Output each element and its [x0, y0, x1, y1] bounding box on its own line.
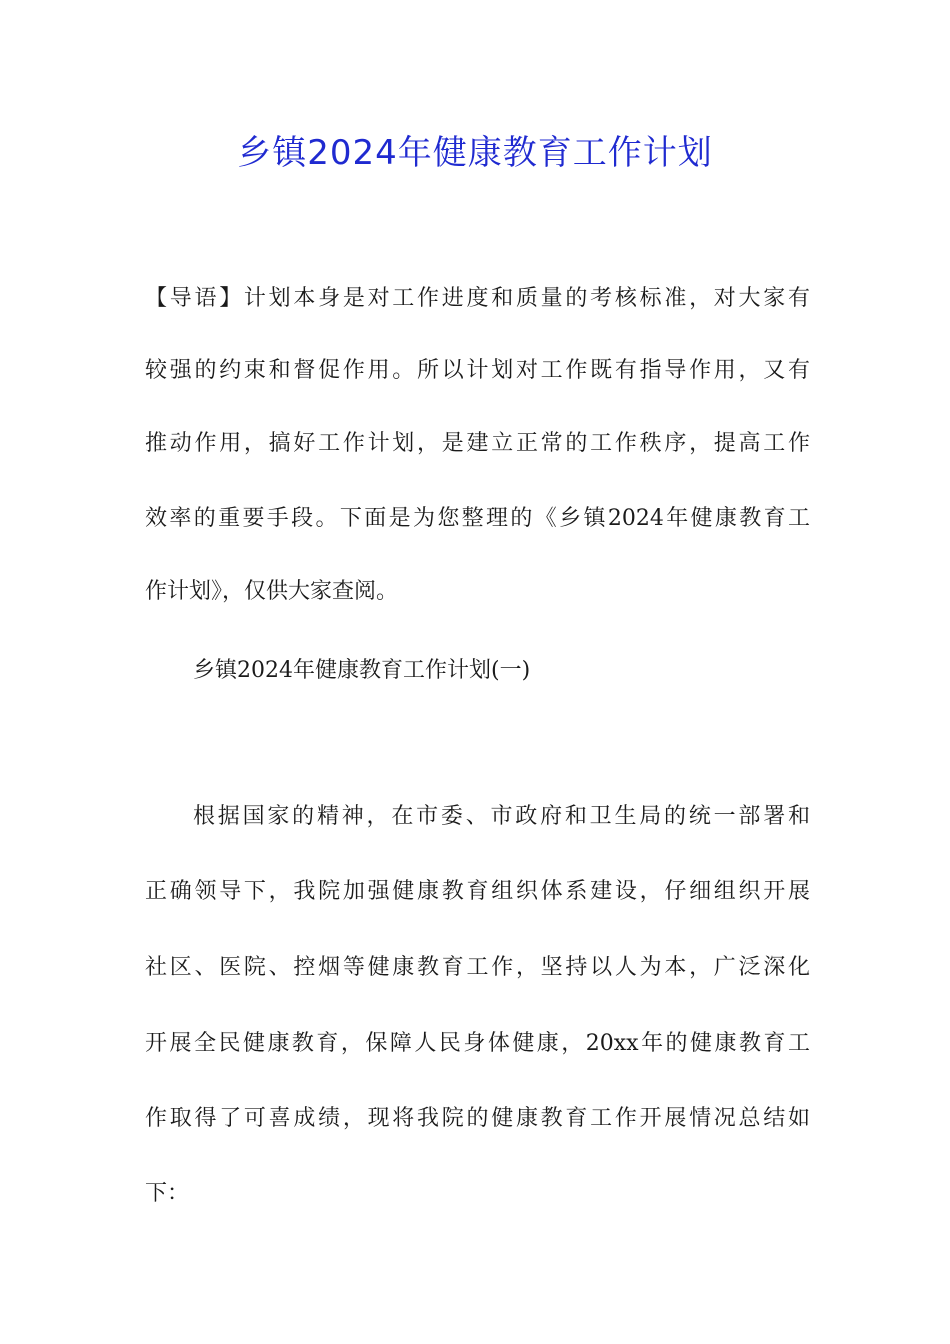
paragraph-line: 作取得了可喜成绩，现将我院的健康教育工作开展情况总结如	[145, 1106, 810, 1131]
intro-line: 推动作用，搞好工作计划，是建立正常的工作秩序，提高工作	[145, 431, 810, 456]
paragraph-line: 开展全民健康教育，保障人民身体健康，20xx年的健康教育工	[145, 1031, 810, 1056]
intro-line: 作计划》，仅供大家查阅。	[145, 579, 399, 604]
paragraph-line: 正确领导下，我院加强健康教育组织体系建设，仔细组织开展	[145, 879, 810, 904]
paragraph-line: 社区、医院、控烟等健康教育工作，坚持以人为本，广泛深化	[145, 955, 810, 980]
intro-line: 效率的重要手段。下面是为您整理的《乡镇2024年健康教育工	[145, 506, 810, 531]
intro-line: 较强的约束和督促作用。所以计划对工作既有指导作用，又有	[145, 358, 810, 383]
document-title: 乡镇2024年健康教育工作计划	[237, 133, 713, 173]
paragraph-line: 根据国家的精神，在市委、市政府和卫生局的统一部署和	[193, 804, 810, 829]
section-heading: 乡镇2024年健康教育工作计划(一)	[193, 658, 531, 683]
paragraph-line: 下：	[145, 1181, 190, 1206]
intro-line: 【导语】计划本身是对工作进度和质量的考核标准，对大家有	[145, 286, 810, 311]
